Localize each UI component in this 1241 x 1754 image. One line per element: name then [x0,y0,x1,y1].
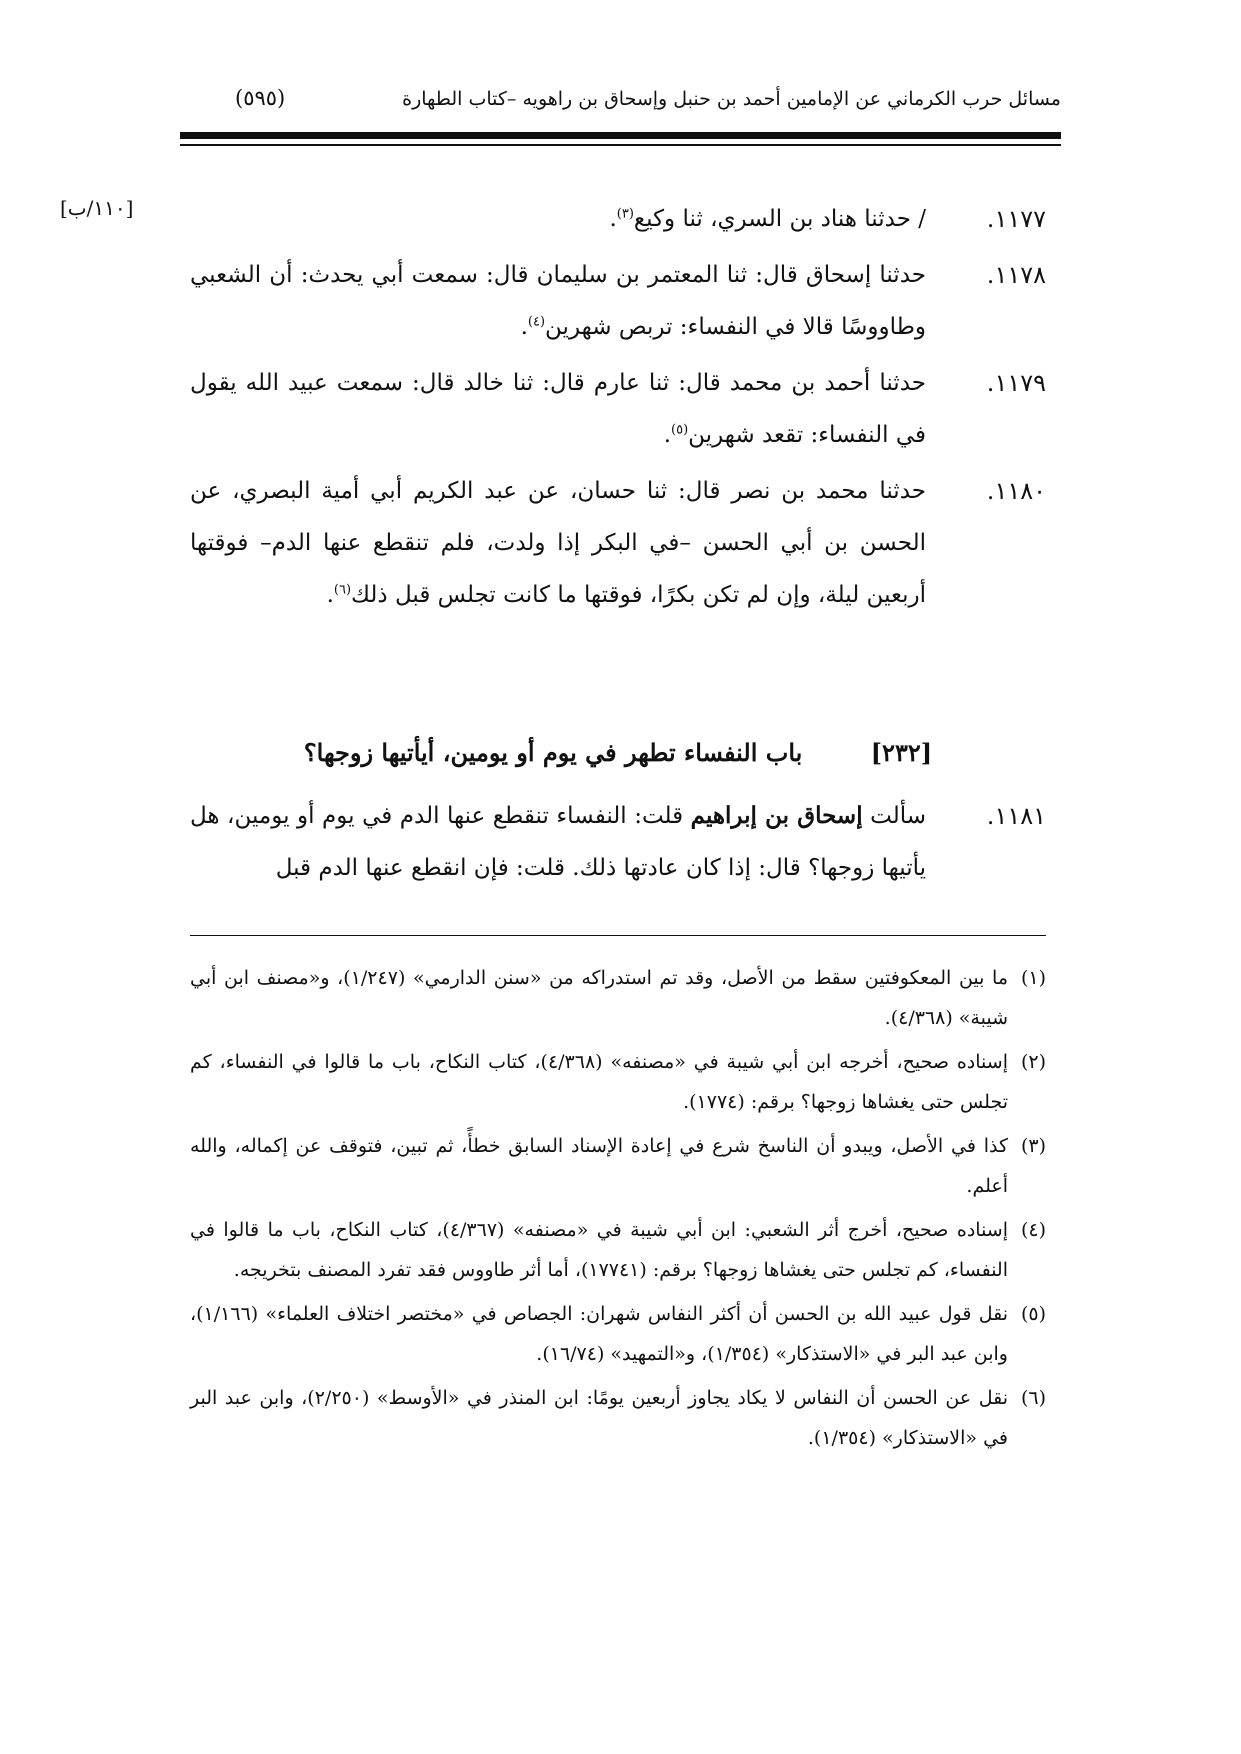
footnote-3 [190,1126,1046,1206]
entry-1179: ١١٧٩. حدثنا أحمد بن محمد قال: ثنا عارم قال: ثنا خالد قال: سمعت عبيد الله يقول في النفساء: تقعد شهرين$^{(٥)}$. [190,357,1046,461]
entry-number: ١١٧٨. [986,261,1046,289]
folio-marker: [١١٠/ب] [60,196,134,220]
entry-text: حدثنا إسحاق قال: ثنا المعتمر بن سليمان قال: سمعت أبي يحدث: أن الشعبي وطاووسًا قالا في النفساء: تربص شهرين [190,262,926,340]
scholar-name: إسحاق بن إبراهيم [690,802,863,829]
footnote-ref[interactable]: (٤) [527,314,546,330]
footnote-number: (٥) [1020,1303,1046,1325]
footnote-number: (٢) [1020,1051,1046,1073]
main-text [190,193,1046,625]
footnotes [190,958,1046,1462]
footnote-text: إسناده صحيح، أخرج أثر الشعبي: ابن أبي شيبة في «مصنفه» (٤/٣٦٧)، كتاب النكاح، باب ما قالوا في النفساء، كم تجلس حتى يغشاها زوجها؟ برقم: (١٧٧٤١)، أما أثر طاووس فقد تفرد المصنف بتخريجه. [190,1219,1008,1281]
entry-1180: ١١٨٠. حدثنا محمد بن نصر قال: ثنا حسان، عن عبد الكريم أبي أمية البصري، عن الحسن بن أبي الحسن –في البكر إذا ولدت، فلم تنقطع عنها الدم– فوقتها أربعين ليلة، وإن لم تكن بكرًا، فوقتها ما كانت تجلس قبل ذلك$^{(٦)}$. [190,465,1046,621]
entry-1178: ١١٧٨. حدثنا إسحاق قال: ثنا المعتمر بن سليمان قال: سمعت أبي يحدث: أن الشعبي وطاووسًا قالا في النفساء: تربص شهرين$^{(٤)}$. [190,249,1046,353]
footnote-text: كذا في الأصل، ويبدو أن الناسخ شرع في إعادة الإسناد السابق خطأً، ثم تبين، فتوقف عن إكماله، والله أعلم. [190,1135,1008,1197]
entry-1181: ١١٨١. سألت إسحاق بن إبراهيم قلت: النفساء تنقطع عنها الدم في يوم أو يومين، هل يأتيها زوجها؟ قال: إذا كان عادتها ذلك. قلت: فإن انقطع عنها الدم قبل [190,790,1046,894]
entry-number: ١١٧٩. [986,369,1046,397]
footnote-5 [190,1294,1046,1374]
footnote-ref[interactable]: (٥) [671,422,689,438]
footnote-separator [190,935,1046,936]
entry-text: حدثنا أحمد بن محمد قال: ثنا عارم قال: ثنا خالد قال: سمعت عبيد الله يقول في النفساء: تقعد شهرين [190,370,926,448]
entry-text: / حدثنا هناد بن السري، ثنا وكيع [633,206,926,232]
footnote-ref[interactable]: (٣) [616,206,634,222]
footnote-1 [190,958,1046,1038]
footnote-number: (١) [1020,967,1046,989]
entry-number: ١١٧٧. [986,205,1046,233]
footnote-text: نقل عن الحسن أن النفاس لا يكاد يجاوز أربعين يومًا: ابن المنذر في «الأوسط» (٢/٢٥٠)، وابن عبد البر في «الاستذكار» (١/٣٥٤). [190,1387,1008,1449]
footnote-text: نقل قول عبيد الله بن الحسن أن أكثر النفاس شهران: الجصاص في «مختصر اختلاف العلماء» (١/١٦٦)، وابن عبد البر في «الاستذكار» (١/٣٥٤)، و«التمهيد» (١٦/٧٤). [190,1303,1008,1365]
footnote-4 [190,1210,1046,1290]
entry-1177: ١١٧٧. / حدثنا هناد بن السري، ثنا وكيع$^{(٣)}$. [190,193,1046,245]
header-rule-thick [180,132,1061,139]
entry-text: قلت: النفساء تنقطع عنها الدم في يوم أو يومين، هل يأتيها زوجها؟ قال: إذا كان عادتها ذلك. قلت: فإن انقطع عنها الدم قبل [190,803,926,881]
entry-text: حدثنا محمد بن نصر قال: ثنا حسان، عن عبد الكريم أبي أمية البصري، عن الحسن بن أبي الحسن –في البكر إذا ولدت، فلم تنقطع عنها الدم– فوقتها أربعين ليلة، وإن لم تكن بكرًا، فوقتها ما كانت تجلس قبل ذلك [190,478,926,608]
chapter-number: [٢٣٢] [870,738,933,767]
header-rule-thin [180,144,1061,146]
running-header [180,88,1061,128]
chapter-title: باب النفساء تطهر في يوم أو يومين، أيأتيها زوجها؟ [303,738,803,767]
footnote-ref[interactable]: (٦) [333,582,352,598]
footnote-number: (٦) [1020,1387,1046,1409]
footnote-number: (٤) [1020,1219,1046,1241]
footnote-6 [190,1378,1046,1458]
footnote-text: إسناده صحيح، أخرجه ابن أبي شيبة في «مصنفه» (٤/٣٦٨)، كتاب النكاح، باب ما قالوا في النفساء، كم تجلس حتى يغشاها زوجها؟ برقم: (١٧٧٤). [190,1051,1008,1113]
page-number: (٥٩٥) [235,86,286,110]
entry-number: ١١٨١. [986,802,1046,830]
entry-number: ١١٨٠. [986,477,1046,505]
footnote-text: ما بين المعكوفتين سقط من الأصل، وقد تم استدراكه من «سنن الدارمي» (١/٢٤٧)، و«مصنف ابن أبي شيبة» (٤/٣٦٨). [190,967,1009,1029]
running-title: مسائل حرب الكرماني عن الإمامين أحمد بن حنبل وإسحاق بن راهويه –كتاب الطهارة [402,88,1061,110]
footnote-2 [190,1042,1046,1122]
chapter-text [190,790,1046,898]
footnote-number: (٣) [1020,1135,1046,1157]
chapter-heading [190,738,1046,767]
